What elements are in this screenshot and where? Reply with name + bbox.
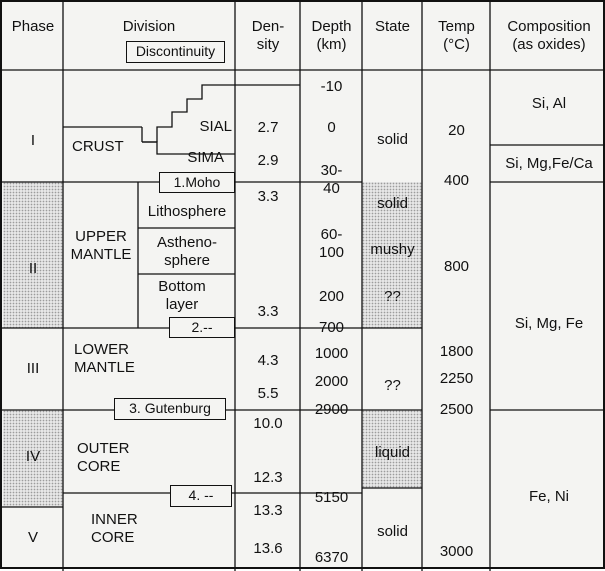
state-value: ?? <box>384 377 401 394</box>
division-upper-mantle: UPPER MANTLE <box>70 228 132 263</box>
phase-label: IV <box>25 448 41 465</box>
phase-label: III <box>26 360 40 377</box>
density-value: 12.3 <box>253 469 283 486</box>
temp-value: 1800 <box>439 343 474 360</box>
density-value: 3.3 <box>257 188 279 205</box>
division-sima: SIMA <box>187 149 224 166</box>
temp-value: 2500 <box>439 401 474 418</box>
temp-value: 20 <box>448 122 465 139</box>
division-asthenosphere: Astheno- sphere <box>156 234 218 269</box>
depth-value: 700 <box>318 319 345 336</box>
composition-value: Si, Al <box>531 95 567 112</box>
division-bottom-layer: Bottom layer <box>158 278 206 313</box>
density-value: 3.3 <box>257 303 279 320</box>
state-value: mushy <box>370 241 415 258</box>
density-value: 13.3 <box>253 502 283 519</box>
density-value: 2.9 <box>257 152 279 169</box>
temp-value: 3000 <box>439 543 474 560</box>
depth-value: 200 <box>318 288 345 305</box>
phase-label: V <box>27 529 38 546</box>
composition-value: Si, Mg,Fe/Ca <box>505 155 593 172</box>
composition-value: Si, Mg, Fe <box>514 315 584 332</box>
discontinuity-moho: 1.Moho <box>159 172 235 193</box>
depth-value: 1000 <box>314 345 349 362</box>
header-depth: Depth (km) <box>311 18 352 53</box>
header-state: State <box>374 18 411 35</box>
division-crust: CRUST <box>72 138 124 155</box>
density-value: 13.6 <box>253 540 283 557</box>
composition-value: Fe, Ni <box>528 488 569 505</box>
phase-label: I <box>30 132 36 149</box>
state-value: ?? <box>384 288 401 305</box>
depth-value: 2900 <box>314 401 349 418</box>
state-value: liquid <box>374 444 411 461</box>
depth-value: -10 <box>320 78 343 95</box>
header-temp: Temp (°C) <box>438 18 475 53</box>
state-value: solid <box>377 195 408 212</box>
header-composition: Composition (as oxides) <box>507 18 591 53</box>
density-value: 4.3 <box>257 352 279 369</box>
header-discontinuity-box: Discontinuity <box>126 41 225 63</box>
density-value: 2.7 <box>257 119 279 136</box>
header-density: Den- sity <box>251 18 285 53</box>
density-value: 10.0 <box>253 415 283 432</box>
discontinuity-2: 2.-- <box>169 317 235 338</box>
division-sial: SIAL <box>199 118 232 135</box>
temp-value: 2250 <box>439 370 474 387</box>
temp-value: 800 <box>443 258 470 275</box>
phase-label: II <box>28 260 38 277</box>
depth-value: 5150 <box>314 489 349 506</box>
header-phase: Phase <box>11 18 55 35</box>
division-inner-core: INNER CORE <box>91 511 138 546</box>
depth-value: 0 <box>327 119 336 136</box>
division-lower-mantle: LOWER MANTLE <box>74 341 135 376</box>
depth-value: 6370 <box>314 549 349 566</box>
density-value: 5.5 <box>257 385 279 402</box>
temp-value: 400 <box>443 172 470 189</box>
state-value: solid <box>377 523 408 540</box>
discontinuity-4: 4. -- <box>170 485 232 507</box>
header-division: Division <box>122 18 176 35</box>
state-value: solid <box>377 131 408 148</box>
division-lithosphere: Lithosphere <box>147 203 227 220</box>
depth-value: 60- 100 <box>318 226 345 261</box>
discontinuity-gutenburg: 3. Gutenburg <box>114 398 226 420</box>
depth-value: 2000 <box>314 373 349 390</box>
division-outer-core: OUTER CORE <box>77 440 130 475</box>
depth-value: 30- 40 <box>320 162 343 197</box>
